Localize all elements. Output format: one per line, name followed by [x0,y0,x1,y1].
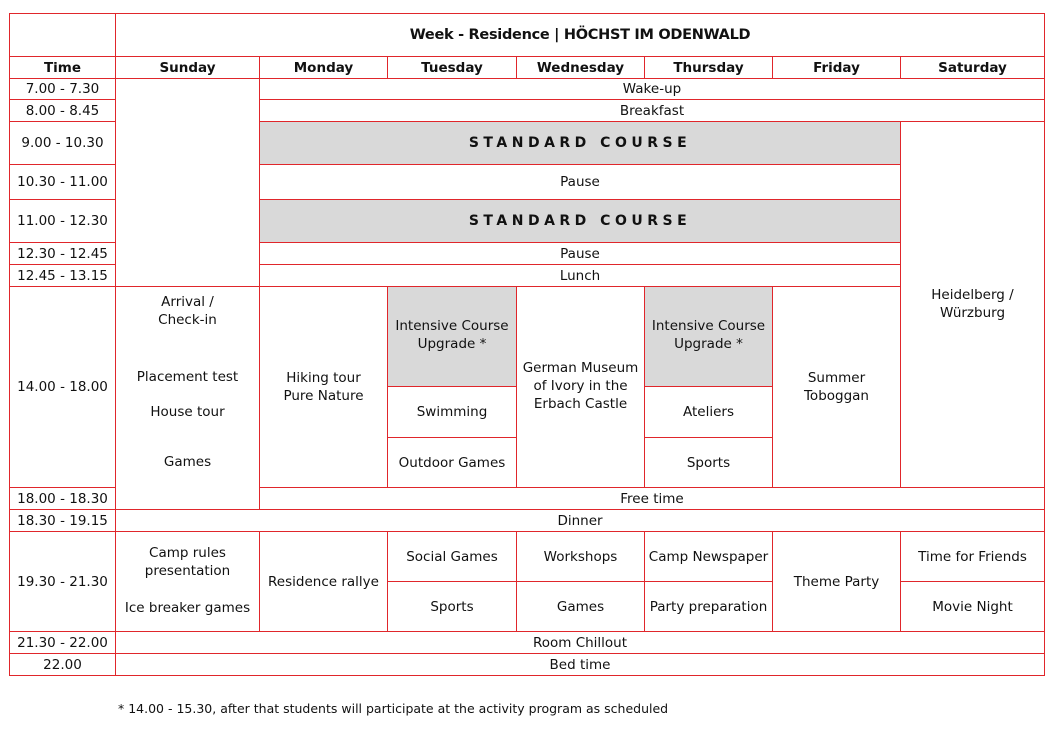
activity-line: presentation [144,563,231,579]
activity-house-tour: House tour [150,404,225,420]
header-sunday: Sunday [115,56,260,79]
time-cell: 11.00 - 12.30 [9,199,116,243]
sunday-afternoon-cell [115,286,260,510]
thursday-sports-cell: Sports [644,437,773,488]
intensive-line: Intensive Course [651,318,766,334]
sunday-morning-empty [115,78,260,287]
activity-games: Games [163,454,212,470]
pause-cell: Pause [259,164,901,200]
activity-line: Camp rules [149,545,226,561]
activity-checkin: Check-in [158,312,217,328]
tuesday-intensive-cell [387,286,517,387]
friday-afternoon-cell [772,286,901,488]
standard-course-cell: STANDARD COURSE [259,121,901,165]
intensive-line: Upgrade * [674,336,743,352]
intensive-line: Intensive Course [395,318,509,334]
sunday-evening-cell [115,531,260,632]
time-cell: 8.00 - 8.45 [9,99,116,122]
header-thursday: Thursday [644,56,773,79]
header-monday: Monday [259,56,388,79]
wednesday-evening-top-cell: Workshops [516,531,645,582]
time-cell: 18.00 - 18.30 [9,487,116,510]
friday-evening-cell: Theme Party [772,531,901,632]
time-cell: 18.30 - 19.15 [9,509,116,532]
tuesday-evening-bottom-cell: Sports [387,581,517,632]
intensive-line: Upgrade * [417,336,487,352]
header-friday: Friday [772,56,901,79]
breakfast-cell: Breakfast [259,99,1045,122]
saturday-evening-top-cell: Time for Friends [900,531,1045,582]
activity-line: Erbach Castle [533,396,628,412]
thursday-ateliers-cell: Ateliers [644,386,773,438]
saturday-excursion-cell [900,121,1045,488]
monday-afternoon-cell [259,286,388,488]
activity-line: Summer [807,370,866,386]
bed-time-cell: Bed time [115,653,1045,676]
free-time-cell: Free time [259,487,1045,510]
time-cell: 7.00 - 7.30 [9,78,116,100]
dinner-cell: Dinner [115,509,1045,532]
activity-line: of Ivory in the [533,378,628,394]
activity-line: Toboggan [803,388,869,404]
tuesday-swimming-cell: Swimming [387,386,517,438]
time-cell: 21.30 - 22.00 [9,631,116,654]
pause-cell: Pause [259,242,901,265]
activity-line: Pure Nature [283,388,364,404]
footnote: * 14.00 - 15.30, after that students will participate at the activity program as scheduled [118,701,669,716]
activity-line: Hiking tour [286,370,361,386]
thursday-intensive-cell [644,286,773,387]
saturday-evening-bottom-cell: Movie Night [900,581,1045,632]
wednesday-afternoon-cell [516,286,645,488]
activity-ice-breaker: Ice breaker games [124,600,251,616]
activity-arrival: Arrival / [161,294,214,310]
time-cell: 12.45 - 13.15 [9,264,116,287]
thursday-evening-top-cell: Camp Newspaper [644,531,773,582]
title-corner-cell [9,13,116,57]
header-tuesday: Tuesday [387,56,517,79]
wakeup-cell: Wake-up [259,78,1045,100]
lunch-cell: Lunch [259,264,901,287]
time-cell: 22.00 [9,653,116,676]
time-cell: 9.00 - 10.30 [9,121,116,165]
header-wednesday: Wednesday [516,56,645,79]
tuesday-outdoor-games-cell: Outdoor Games [387,437,517,488]
thursday-evening-bottom-cell: Party preparation [644,581,773,632]
time-cell: 19.30 - 21.30 [9,531,116,632]
header-time: Time [9,56,116,79]
tuesday-evening-top-cell: Social Games [387,531,517,582]
header-saturday: Saturday [900,56,1045,79]
room-chillout-cell: Room Chillout [115,631,1045,654]
activity-line: German Museum [522,360,639,376]
time-cell: 14.00 - 18.00 [9,286,116,488]
time-cell: 10.30 - 11.00 [9,164,116,200]
excursion-line: Würzburg [939,305,1006,321]
time-cell: 12.30 - 12.45 [9,242,116,265]
standard-course-cell: STANDARD COURSE [259,199,901,243]
monday-evening-cell: Residence rallye [259,531,388,632]
activity-placement-test: Placement test [136,369,239,385]
page-title: Week - Residence | HÖCHST IM ODENWALD [115,13,1045,57]
excursion-line: Heidelberg / [931,287,1014,303]
wednesday-evening-bottom-cell: Games [516,581,645,632]
